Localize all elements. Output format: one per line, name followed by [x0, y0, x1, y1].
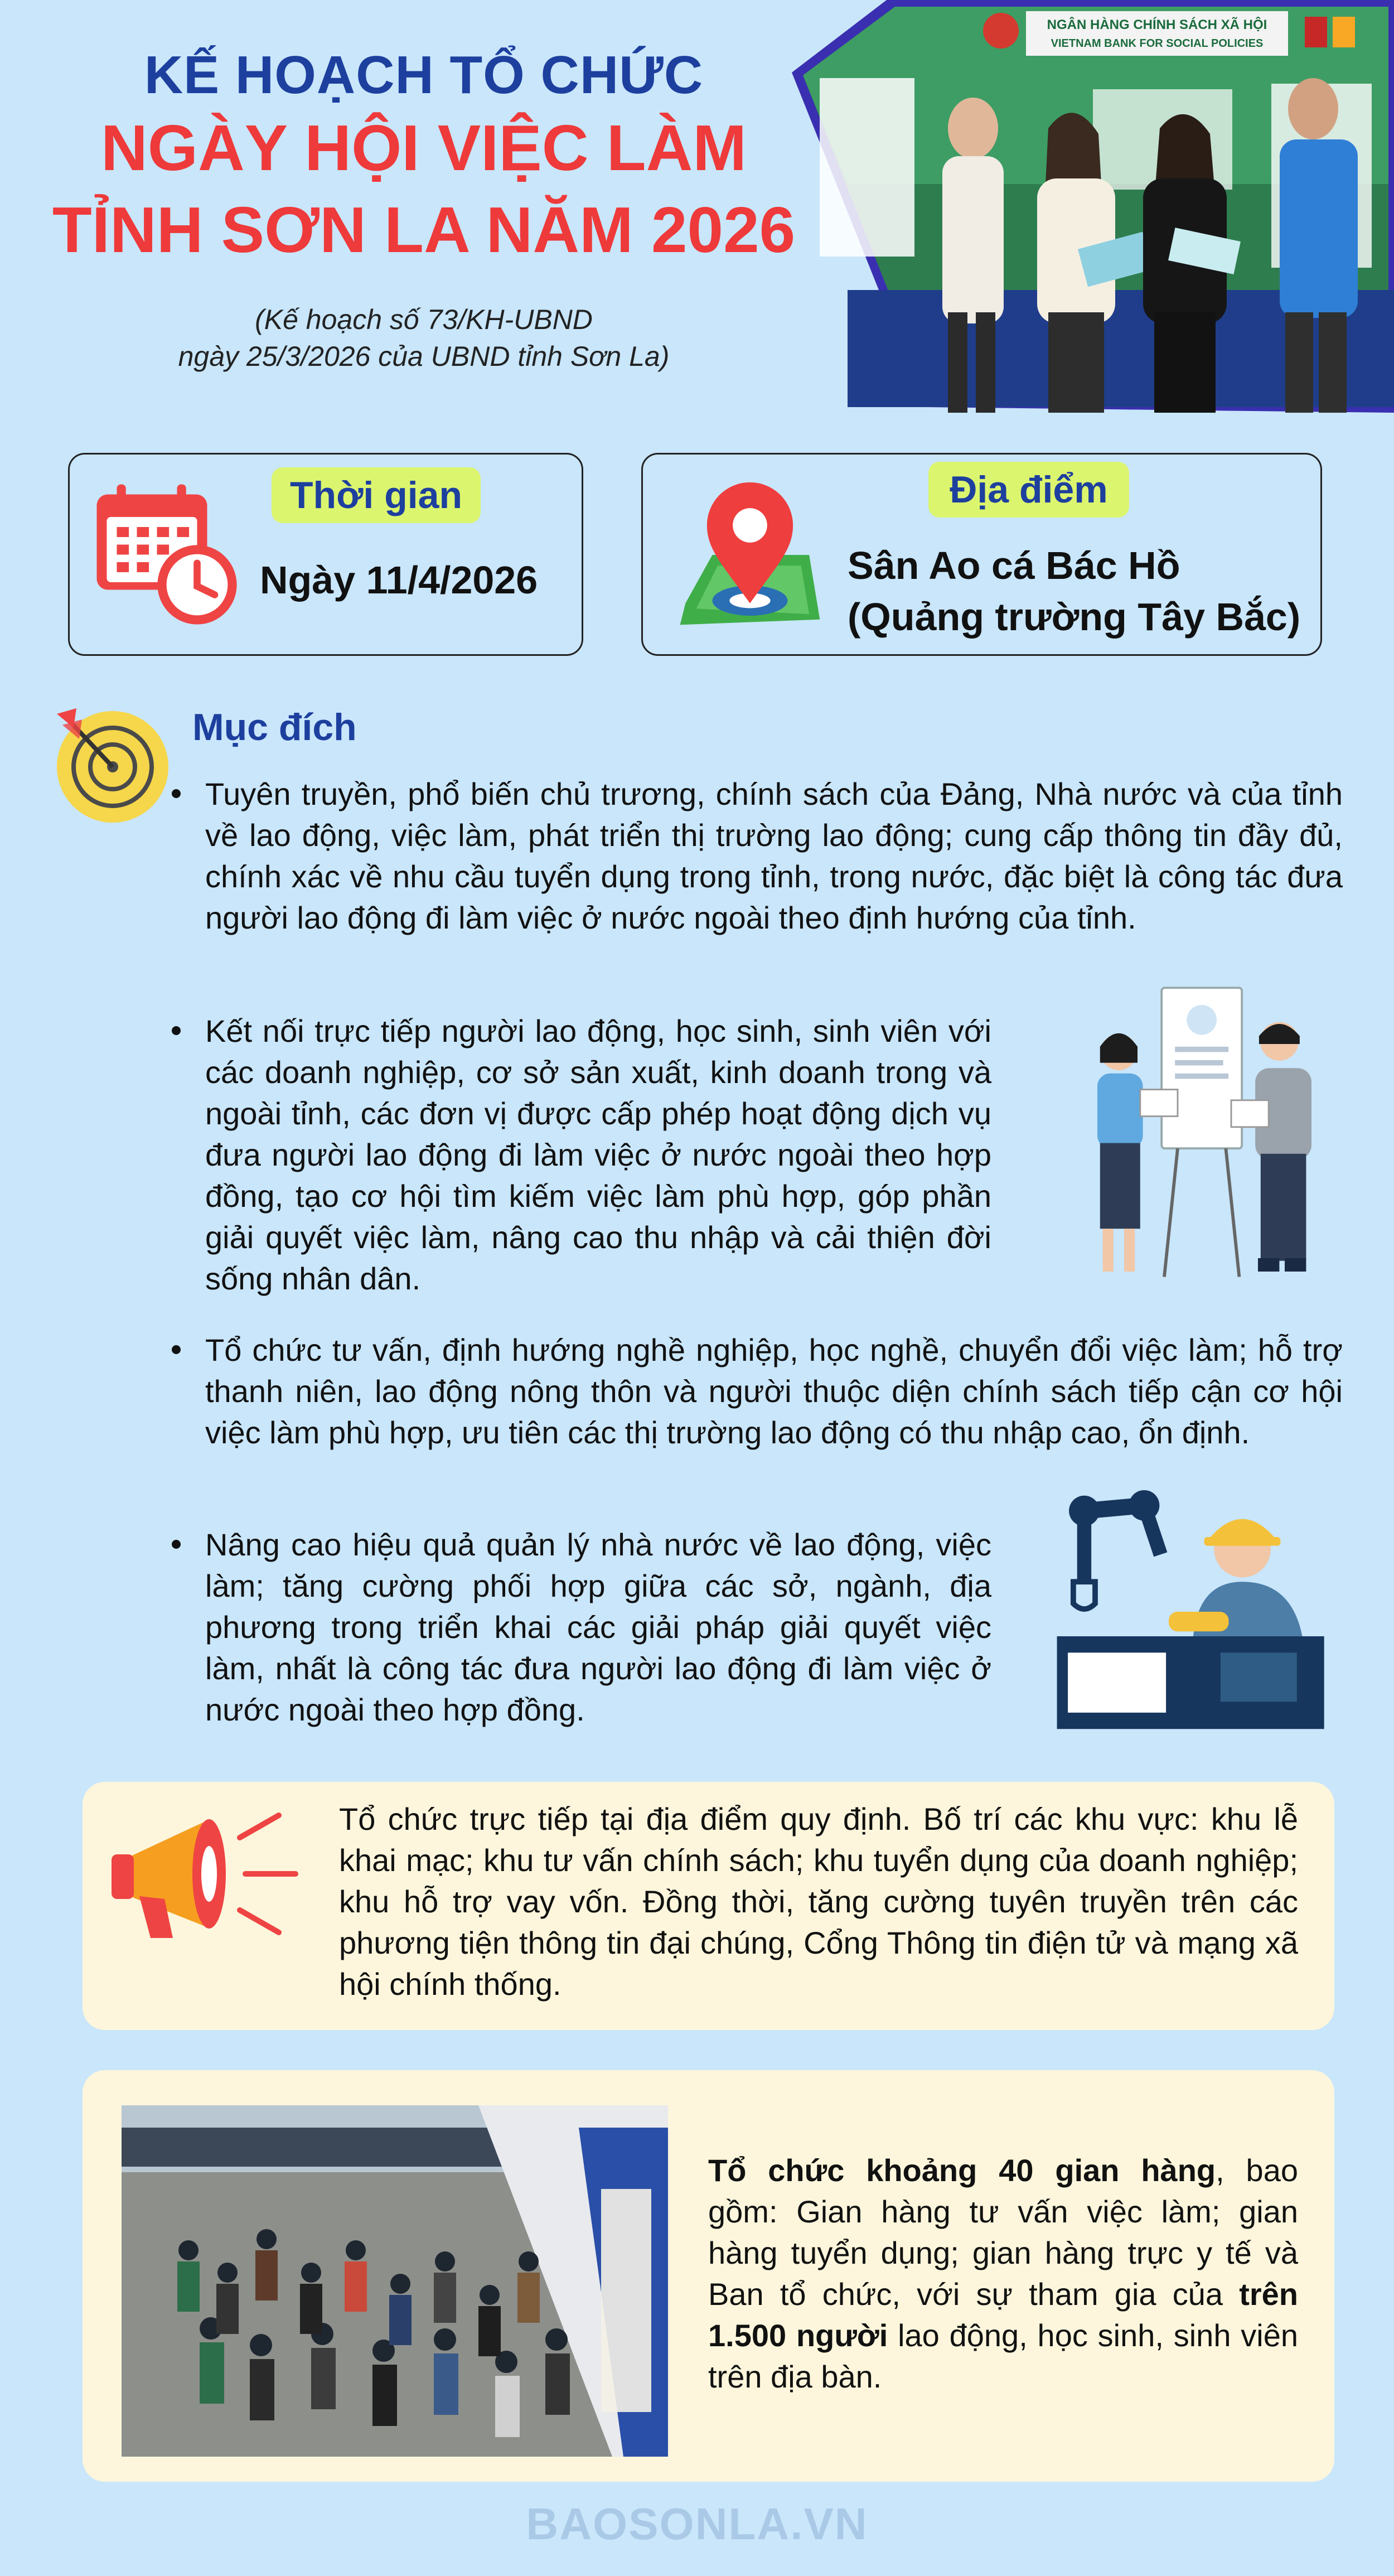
location-value: [848, 540, 1310, 642]
target-icon: [51, 703, 174, 825]
organization-text: Tổ chức trực tiếp tại địa điểm quy định. Bố trí các khu vực: khu lễ khai mạc; khu tư vấn chính sách; khu tuyển dụng của doanh nghiệp; khu hỗ trợ vay vốn. Đồng thời, tăng cường tuyên truyền trên các phương tiện thông tin đại chúng, Cổng Thông tin điện tử và mạng xã hội chính thống.: [339, 1801, 1298, 2002]
calendar-clock-icon: [89, 477, 240, 627]
title-line-3: TỈNH SƠN LA NĂM 2026: [52, 194, 796, 266]
megaphone-icon: [100, 1799, 312, 1955]
purpose-item-4: Nâng cao hiệu quả quản lý nhà nước về lao động, việc làm; tăng cường phối hợp giữa các sở, ngành, địa phương trong triển khai các giải pháp giải quyết việc làm, nhất là công tác đưa người lao động đi làm việc ở nước ngoài theo hợp đồng.: [205, 1524, 991, 1731]
factory-worker-illustration: [1054, 1489, 1333, 1734]
booth-count-bold: Tổ chức khoảng 40 gian hàng: [708, 2153, 1216, 2188]
participant-count-bold: trên 1.500 người: [708, 2277, 1298, 2353]
booth-text-part-2: lao động, học sinh, sinh viên trên địa bàn.: [708, 2318, 1298, 2394]
location-value-line-2: (Quảng trường Tây Bắc): [848, 595, 1301, 639]
event-booth-photo: [781, 0, 1394, 413]
title-line-2: NGÀY HỘI VIỆC LÀM: [101, 112, 747, 184]
time-label: Thời gian: [272, 467, 481, 523]
purpose-item-1: Tuyên truyền, phổ biến chủ trương, chính sách của Đảng, Nhà nước và của tỉnh về lao động, việc làm, phát triển thị trường lao động; cung cấp thông tin đầy đủ, chính xác về nhu cầu tuyển dụng trong tỉnh, trong nước, đặc biệt là công tác đưa người lao động đi làm việc ở nước ngoài theo định hướng của tỉnh.: [205, 774, 1343, 939]
location-value-line-1: Sân Ao cá Bác Hồ: [848, 544, 1180, 587]
subtitle: [0, 301, 848, 375]
title-line-1: KẾ HOẠCH TỔ CHỨC: [144, 45, 704, 105]
purpose-title: Mục đích: [192, 706, 357, 748]
footer-brand[interactable]: BAOSONLA.VN: [526, 2499, 868, 2549]
location-label: Địa điểm: [928, 462, 1129, 518]
booth-text-part-1: , bao gồm: Gian hàng tư vấn việc làm; gian hàng tuyển dụng; gian hàng trực y tế và Ban tổ chức, với sự tham gia của: [708, 2153, 1298, 2312]
banner-line-2: VIETNAM BANK FOR SOCIAL POLICIES: [1051, 37, 1264, 50]
banner-line-1: NGÂN HÀNG CHÍNH SÁCH XÃ HỘI: [1047, 17, 1267, 32]
booth-text: [708, 2150, 1298, 2398]
purpose-item-3: Tổ chức tư vấn, định hướng nghề nghiệp, học nghề, chuyển đổi việc làm; hỗ trợ thanh niên, lao động nông thôn và người thuộc diện chính sách tiếp cận cơ hội việc làm phù hợp, ưu tiên các thị trường lao động có thu nhập cao, ổn định.: [205, 1330, 1343, 1453]
subtitle-line-2: ngày 25/3/2026 của UBND tỉnh Sơn La): [178, 341, 670, 372]
time-value: Ngày 11/4/2026: [260, 558, 538, 602]
map-pin-icon: [675, 474, 825, 636]
subtitle-line-1: (Kế hoạch số 73/KH-UBND: [255, 304, 593, 335]
purpose-item-2: Kết nối trực tiếp người lao động, học sinh, sinh viên với các doanh nghiệp, cơ sở sản xuất, kinh doanh trong và ngoài tỉnh, các đơn vị được cấp phép hoạt động dịch vụ đưa người lao động đi làm việc ở nước ngoài theo hợp đồng, tạo cơ hội tìm kiếm việc làm phù hợp, góp phần giải quyết việc làm, nâng cao thu nhập và cải thiện đời sống nhân dân.: [205, 1011, 991, 1299]
job-interview-illustration: [1071, 976, 1338, 1299]
crowd-photo: [122, 2105, 668, 2457]
